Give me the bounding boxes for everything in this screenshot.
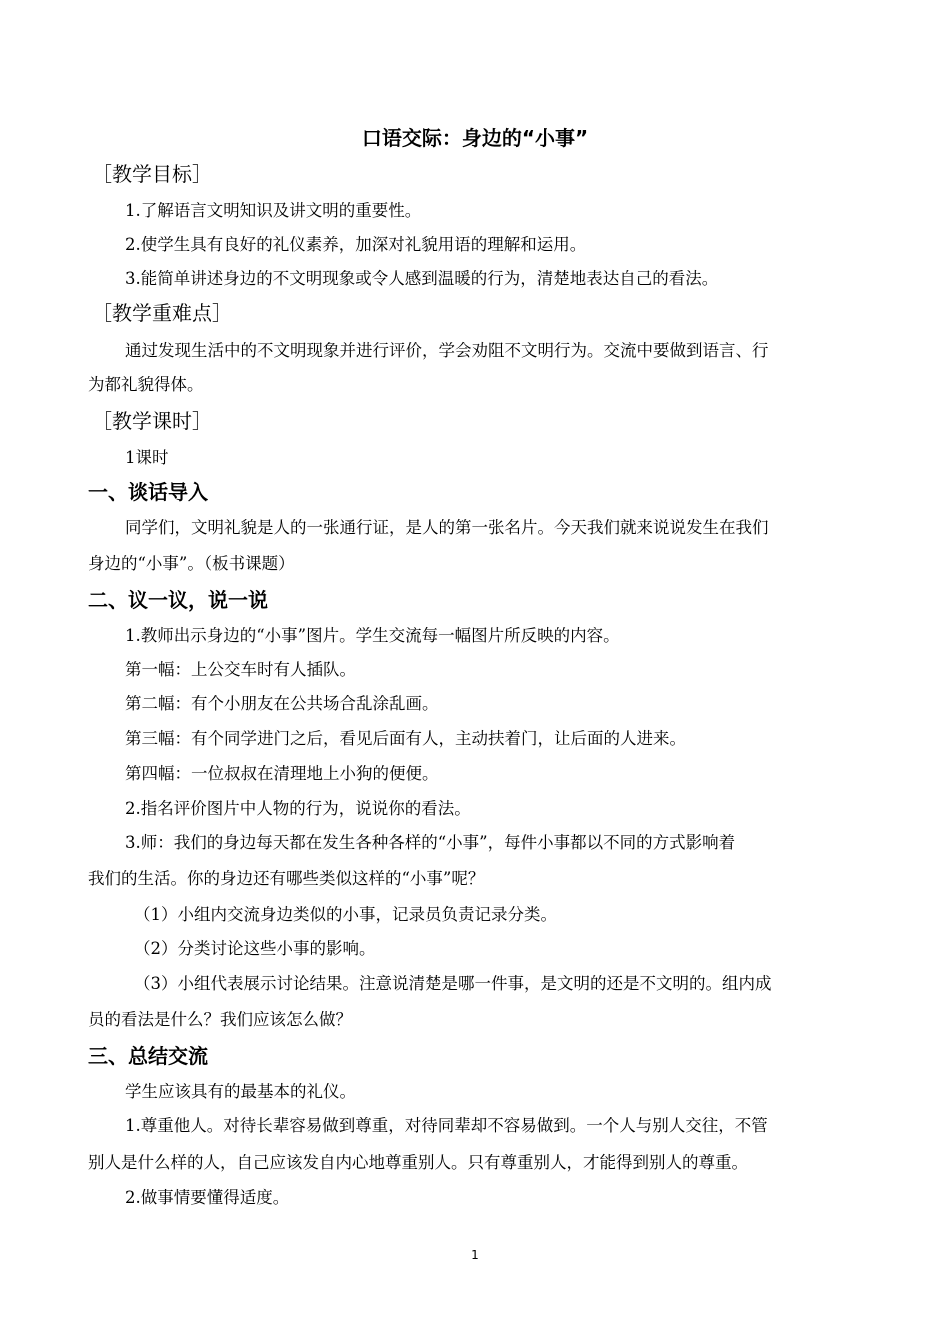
goal-item-3: 3.能简单讲述身边的不文明现象或令人感到温暖的行为，清楚地表达自己的看法。 <box>125 269 719 288</box>
picture-3: 第三幅：有个同学进门之后，看见后面有人，主动扶着门，让后面的人进来。 <box>125 729 686 748</box>
section-2-heading: 二、议一议，说一说 <box>88 588 268 612</box>
section-3-heading: 三、总结交流 <box>88 1044 208 1068</box>
page-number: 1 <box>471 1248 479 1262</box>
sub-item-2: （2）分类讨论这些小事的影响。 <box>134 939 376 958</box>
section-2-item-3-line-2: 我们的生活。你的身边还有哪些类似这样的“小事”呢？ <box>88 869 485 888</box>
section-1-heading: 一、谈话导入 <box>88 480 208 504</box>
key-points-line-1: 通过发现生活中的不文明现象并进行评价，学会劝阻不文明行为。交流中要做到语言、行 <box>125 341 769 360</box>
key-points-heading: ［教学重难点］ <box>92 301 232 325</box>
section-2-item-2: 2.指名评价图片中人物的行为，说说你的看法。 <box>125 799 471 818</box>
hours-value: 1课时 <box>125 448 169 467</box>
section-1-line-2: 身边的“小事”。（板书课题） <box>88 554 295 573</box>
goal-item-1: 1.了解语言文明知识及讲文明的重要性。 <box>125 201 422 220</box>
picture-2: 第二幅：有个小朋友在公共场合乱涂乱画。 <box>125 694 439 713</box>
sub-item-3-line-1: （3）小组代表展示讨论结果。注意说清楚是哪一件事，是文明的还是不文明的。组内成 <box>134 974 772 993</box>
goal-item-2: 2.使学生具有良好的礼仪素养，加深对礼貌用语的理解和运用。 <box>125 235 587 254</box>
section-1-line-1: 同学们，文明礼貌是人的一张通行证，是人的第一张名片。今天我们就来说说发生在我们 <box>125 518 769 537</box>
section-3-intro: 学生应该具有的最基本的礼仪。 <box>125 1082 356 1101</box>
section-2-item-1: 1.教师出示身边的“小事”图片。学生交流每一幅图片所反映的内容。 <box>125 626 620 645</box>
section-3-item-2: 2.做事情要懂得适度。 <box>125 1188 290 1207</box>
page-title: 口语交际：身边的“小事” <box>361 126 589 150</box>
sub-item-3-line-2: 员的看法是什么？我们应该怎么做？ <box>88 1010 352 1029</box>
picture-4: 第四幅：一位叔叔在清理地上小狗的便便。 <box>125 764 439 783</box>
section-3-item-1-line-2: 别人是什么样的人，自己应该发自内心地尊重别人。只有尊重别人，才能得到别人的尊重。 <box>88 1153 748 1172</box>
picture-1: 第一幅：上公交车时有人插队。 <box>125 660 356 679</box>
section-2-item-3-line-1: 3.师：我们的身边每天都在发生各种各样的“小事”，每件小事都以不同的方式影响着 <box>125 833 736 852</box>
key-points-line-2: 为都礼貌得体。 <box>88 375 204 394</box>
sub-item-1: （1）小组内交流身边类似的小事，记录员负责记录分类。 <box>134 905 557 924</box>
section-3-item-1-line-1: 1.尊重他人。对待长辈容易做到尊重，对待同辈却不容易做到。一个人与别人交往，不管 <box>125 1116 768 1135</box>
hours-heading: ［教学课时］ <box>92 409 212 433</box>
goals-heading: ［教学目标］ <box>92 162 212 186</box>
